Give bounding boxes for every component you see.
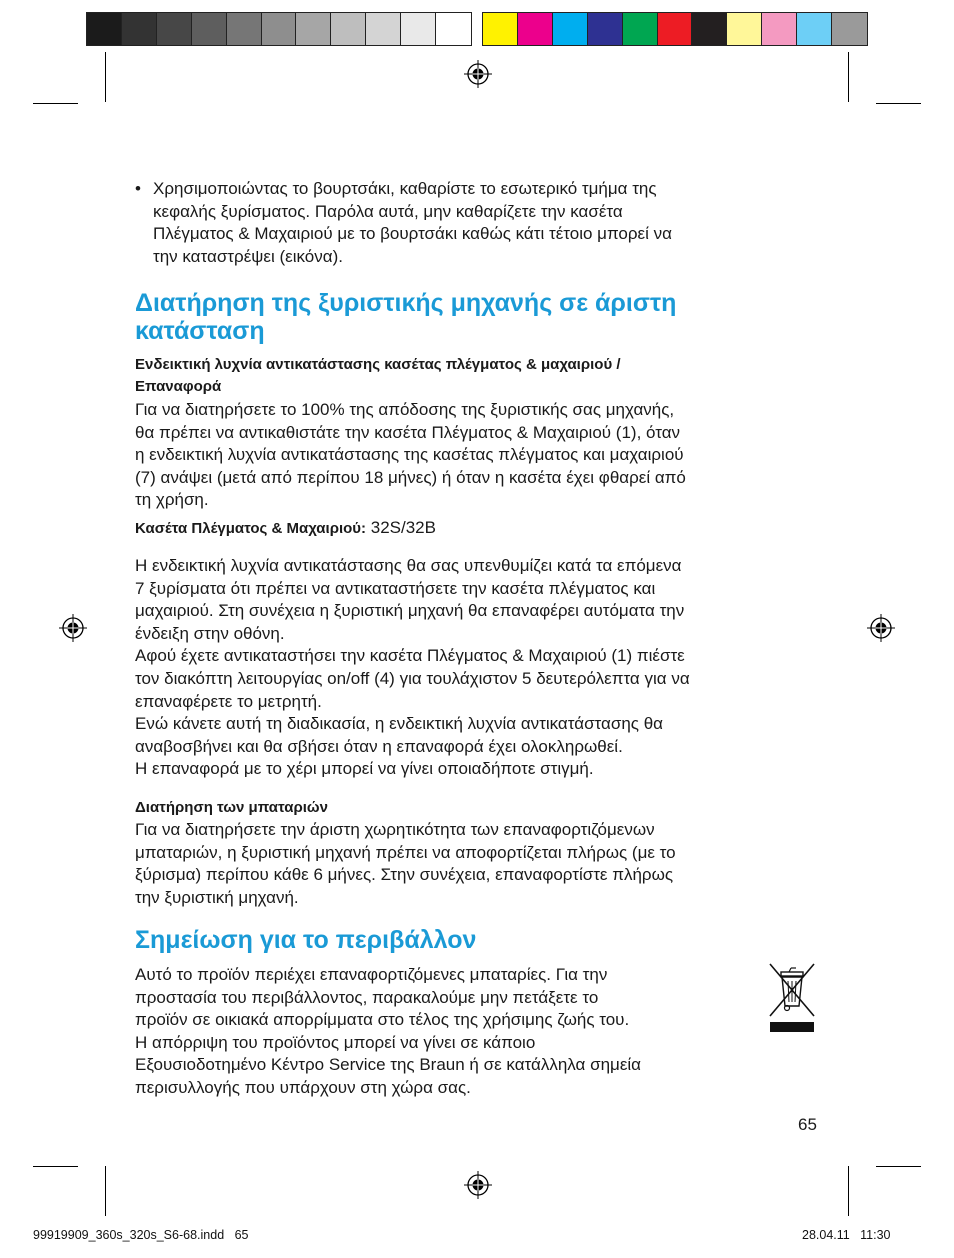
crop-mark [33, 103, 78, 104]
text-line: Αφού έχετε αντικαταστήσει την κασέτα Πλέγματος & Μαχαιριού (1) πιέστε [135, 646, 685, 666]
crop-mark [33, 1166, 78, 1167]
text-line: τη χρήση. [135, 490, 209, 510]
heading-line: κατάσταση [135, 317, 265, 345]
color-swatch [832, 13, 867, 45]
process-color-bar [482, 12, 868, 46]
text-line: αναβοσβήνει και θα σβήσει όταν η επαναφορά έχει ολοκληρωθεί. [135, 736, 623, 756]
text-line: Για να διατηρήσετε το 100% της απόδοσης της ξυριστικής σας μηχανής, [135, 400, 675, 419]
text-line: θα πρέπει να αντικαθιστάτε την κασέτα Πλέγματος & Μαχαιριού (1), όταν [135, 422, 681, 442]
color-swatch [122, 13, 157, 45]
crop-mark [105, 1166, 106, 1216]
text-line: Για να διατηρήσετε την άριστη χωρητικότητα των επαναφορτιζόμενων [135, 820, 655, 839]
text-line: Χρησιμοποιώντας το βουρτσάκι, καθαρίστε το εσωτερικό τμήμα της [153, 179, 657, 198]
text-line: Ενδεικτική λυχνία αντικατάστασης κασέτας πλέγματος & μαχαιριού / [135, 356, 621, 373]
text-line: Πλέγματος & Μαχαιριού με το βουρτσάκι καθώς κάτι τέτοιο μπορεί να [153, 224, 672, 244]
color-swatch [296, 13, 331, 45]
color-swatch [588, 13, 623, 45]
paragraph-battery [135, 819, 835, 909]
text-line: την ξυριστική μηχανή. [135, 887, 299, 907]
text-line: Ενώ κάνετε αυτή τη διαδικασία, η ενδεικτική λυχνία αντικατάστασης θα [135, 714, 664, 734]
footer-file-info: 99919909_360s_320s_S6-68.indd 65 [33, 1228, 249, 1242]
text-line: την καταστρέψει (εικόνα). [153, 246, 343, 266]
paragraph-replacement [135, 399, 835, 512]
text-line: Αυτό το προϊόν περιέχει επαναφορτιζόμενες μπαταρίες. Για την [135, 965, 608, 984]
color-swatch [553, 13, 588, 45]
text-line: μπαταριών, η ξυριστική μηχανή πρέπει να αποφορτίζεται πλήρως (με το [135, 842, 676, 862]
color-swatch [331, 13, 366, 45]
crop-mark [848, 1166, 849, 1216]
text-line: Η ενδεικτική λυχνία αντικατάστασης θα σας υπενθυμίζει κατά τα επόμενα [135, 556, 682, 575]
text-line: κεφαλής ξυρίσματος. Παρόλα αυτά, μην καθαρίζετε την κασέτα [153, 201, 623, 221]
cassette-label: Κασέτα Πλέγματος & Μαχαιριού: [135, 520, 367, 537]
text-line: τον διακόπτη λειτουργίας on/off (4) για τουλάχιστον 5 δευτερόλεπτα για να [135, 668, 690, 688]
color-swatch [762, 13, 797, 45]
section-heading-maintenance [135, 289, 676, 345]
text-line: προϊόν σε οικιακά απορρίμματα στο τέλος της χρήσιμης ζωής του. [135, 1010, 630, 1030]
text-line: (7) ανάψει (μετά από περίπου 18 μήνες) ή όταν η κασέτα έχει φθαρεί από [135, 467, 686, 487]
text-line: 7 ξυρίσματα ότι πρέπει να αντικαταστήσετε την κασέτα πλέγματος και [135, 578, 656, 598]
paragraph-environment [135, 964, 775, 1100]
bullet-paragraph [153, 178, 843, 268]
text-line: Η επαναφορά με το χέρι μπορεί να γίνει οποιαδήποτε στιγμή. [135, 759, 594, 779]
color-swatch [797, 13, 832, 45]
text-line: Η απόρριψη του προϊόντος μπορεί να γίνει σε κάποιο [135, 1032, 536, 1052]
crop-mark [876, 103, 921, 104]
color-swatch [227, 13, 262, 45]
text-line: μαχαιριού. Στη συνέχεια η ξυριστική μηχανή θα επαναφέρει αυτόματα την [135, 601, 685, 621]
subheading-replacement-indicator [135, 354, 835, 398]
section-heading-environment: Σημείωση για το περιβάλλον [135, 926, 477, 954]
cassette-model-line [135, 517, 835, 541]
text-line: προστασία του περιβάλλοντος, παρακαλούμε μην πετάξετε το [135, 987, 599, 1007]
color-swatch [727, 13, 762, 45]
text-line: Εξουσιοδοτημένο Κέντρο Service της Braun ή σε κατάλληλα σημεία [135, 1055, 641, 1075]
text-line: επαναφέρετε το μετρητή. [135, 691, 322, 711]
color-swatch [483, 13, 518, 45]
paragraph-reset [135, 555, 835, 781]
crop-mark [848, 52, 849, 102]
bullet-marker: • [135, 179, 141, 198]
text-line: Επαναφορά [135, 378, 222, 395]
cassette-value: 32S/32B [366, 518, 436, 537]
text-line: η ενδεικτική λυχνία αντικατάστασης της κασέτας πλέγματος και μαχαιριού [135, 445, 684, 465]
crop-mark [105, 52, 106, 102]
registration-mark-icon [866, 613, 896, 643]
grayscale-color-bar [86, 12, 472, 46]
color-swatch [692, 13, 727, 45]
color-swatch [401, 13, 436, 45]
crossed-out-wheelie-bin-icon [768, 962, 818, 1034]
text-line: ένδειξη στην οθόνη. [135, 623, 285, 643]
subheading-battery: Διατήρηση των μπαταριών [135, 799, 328, 816]
text-line: περισυλλογής που υπάρχουν στη χώρα σας. [135, 1077, 471, 1097]
color-swatch [436, 13, 471, 45]
color-swatch [366, 13, 401, 45]
color-swatch [658, 13, 693, 45]
color-swatch [87, 13, 122, 45]
page-number: 65 [798, 1115, 817, 1134]
color-swatch [192, 13, 227, 45]
crop-mark [876, 1166, 921, 1167]
registration-mark-icon [463, 1170, 493, 1200]
registration-mark-icon [463, 59, 493, 89]
text-line: ξύρισμα) περίπου κάθε 6 μήνες. Στην συνέχεια, επαναφορτίστε πλήρως [135, 865, 674, 885]
footer-date: 28.04.11 11:30 [802, 1228, 891, 1242]
color-swatch [262, 13, 297, 45]
color-swatch [157, 13, 192, 45]
color-swatch [518, 13, 553, 45]
registration-mark-icon [58, 613, 88, 643]
color-swatch [623, 13, 658, 45]
heading-line: Διατήρηση της ξυριστικής μηχανής σε άριστη [135, 289, 677, 317]
